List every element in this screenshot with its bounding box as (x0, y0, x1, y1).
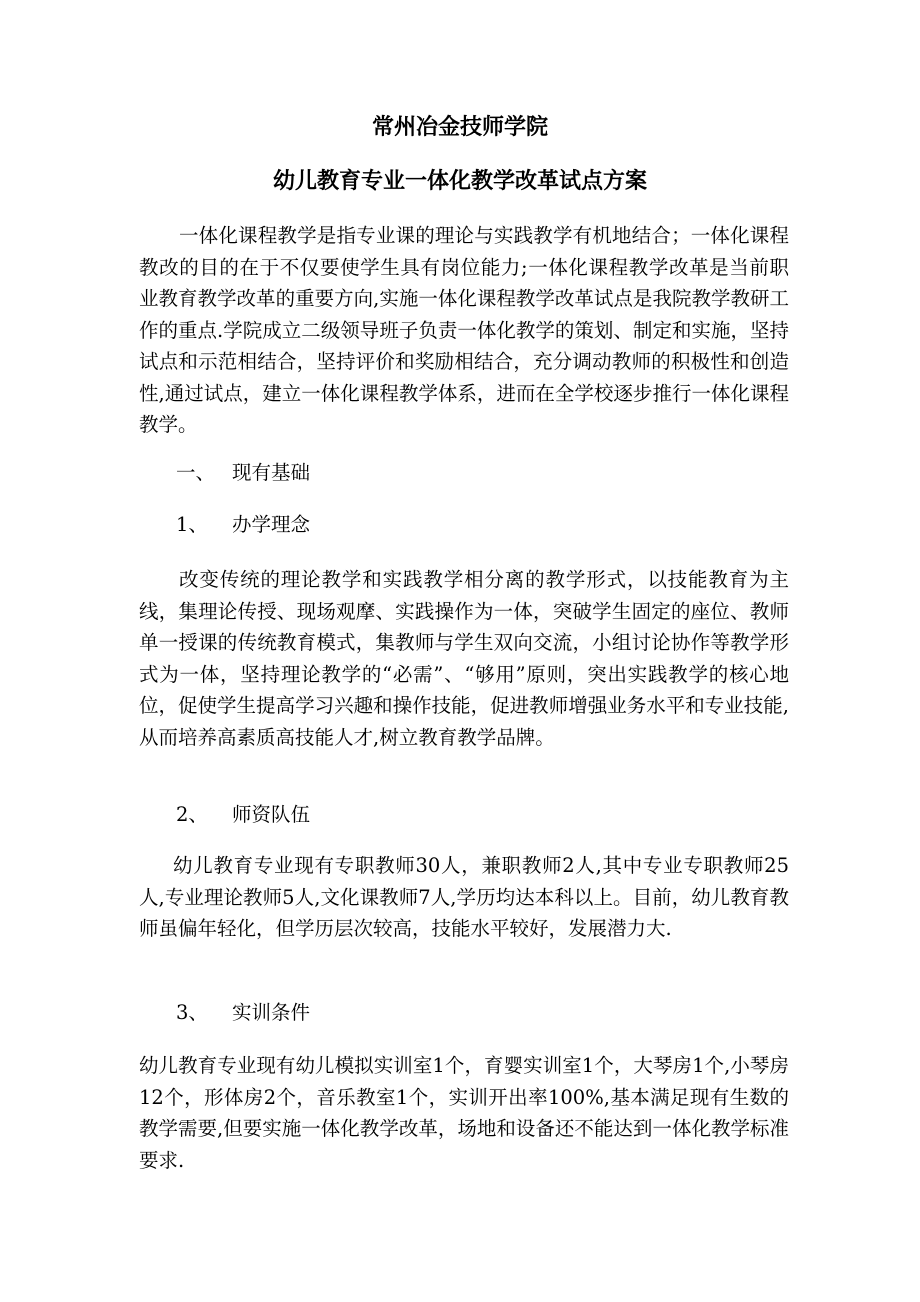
philosophy-paragraph: 改变传统的理论教学和实践教学相分离的教学形式，以技能教育为主线，集理论传授、现场观摩、实践操作为一体，突破学生固定的座位、教师单一授课的传统教育模式，集教师与学生双向交流，小组讨论协作等教学形式为一体，坚持理论教学的“必需”、“够用”原则，突出实践教学的核心地位，促使学生提高学习兴趣和操作技能，促进教师增强业务水平和专业技能,从而培养高素质高技能人才,树立教育教学品牌。 (139, 568, 789, 749)
subsection-number: 3、 (176, 1001, 208, 1024)
subsection-title: 办学理念 (232, 513, 311, 536)
intro-paragraph: 一体化课程教学是指专业课的理论与实践教学有机地结合；一体化课程教改的目的在于不仅要使学生具有岗位能力;一体化课程教学改革是当前职业教育教学改革的重要方向,实施一体化课程教学改革试点是我院教学教研工作的重点.学院成立二级领导班子负责一体化教学的策划、制定和实施，坚持试点和示范相结合，坚持评价和奖励相结合，充分调动教师的积极性和创造性,通过试点，建立一体化课程教学体系，进而在全学校逐步推行一体化课程教学。 (139, 224, 789, 436)
faculty-paragraph: 幼儿教育专业现有专职教师30人，兼职教师2人,其中专业专职教师25人,专业理论教师5人,文化课教师7人,学历均达本科以上。目前，幼儿教育教师虽偏年轻化，但学历层次较高，技能水平较好，发展潜力大. (139, 854, 789, 940)
training-paragraph: 幼儿教育专业现有幼儿模拟实训室1个，育婴实训室1个，大琴房1个,小琴房12个，形体房2个，音乐教室1个，实训开出率100%,基本满足现有生数的教学需要,但要实施一体化教学改革，场地和设备还不能达到一体化教学标准要求. (139, 1054, 789, 1172)
subsection-number: 2、 (176, 803, 208, 826)
subsection-heading-training (176, 998, 310, 1028)
subsection-heading-faculty (176, 800, 310, 830)
subsection-number: 1、 (176, 513, 208, 536)
subsection-title: 师资队伍 (232, 803, 311, 826)
section-title: 现有基础 (232, 461, 311, 484)
section-number: 一、 (176, 461, 216, 484)
subsection-heading-philosophy (176, 510, 310, 540)
subsection-title: 实训条件 (232, 1001, 311, 1024)
document-title-plan: 幼儿教育专业一体化教学改革试点方案 (272, 168, 647, 194)
section-heading-basis (176, 458, 310, 488)
document-title-school: 常州冶金技师学院 (371, 114, 548, 140)
